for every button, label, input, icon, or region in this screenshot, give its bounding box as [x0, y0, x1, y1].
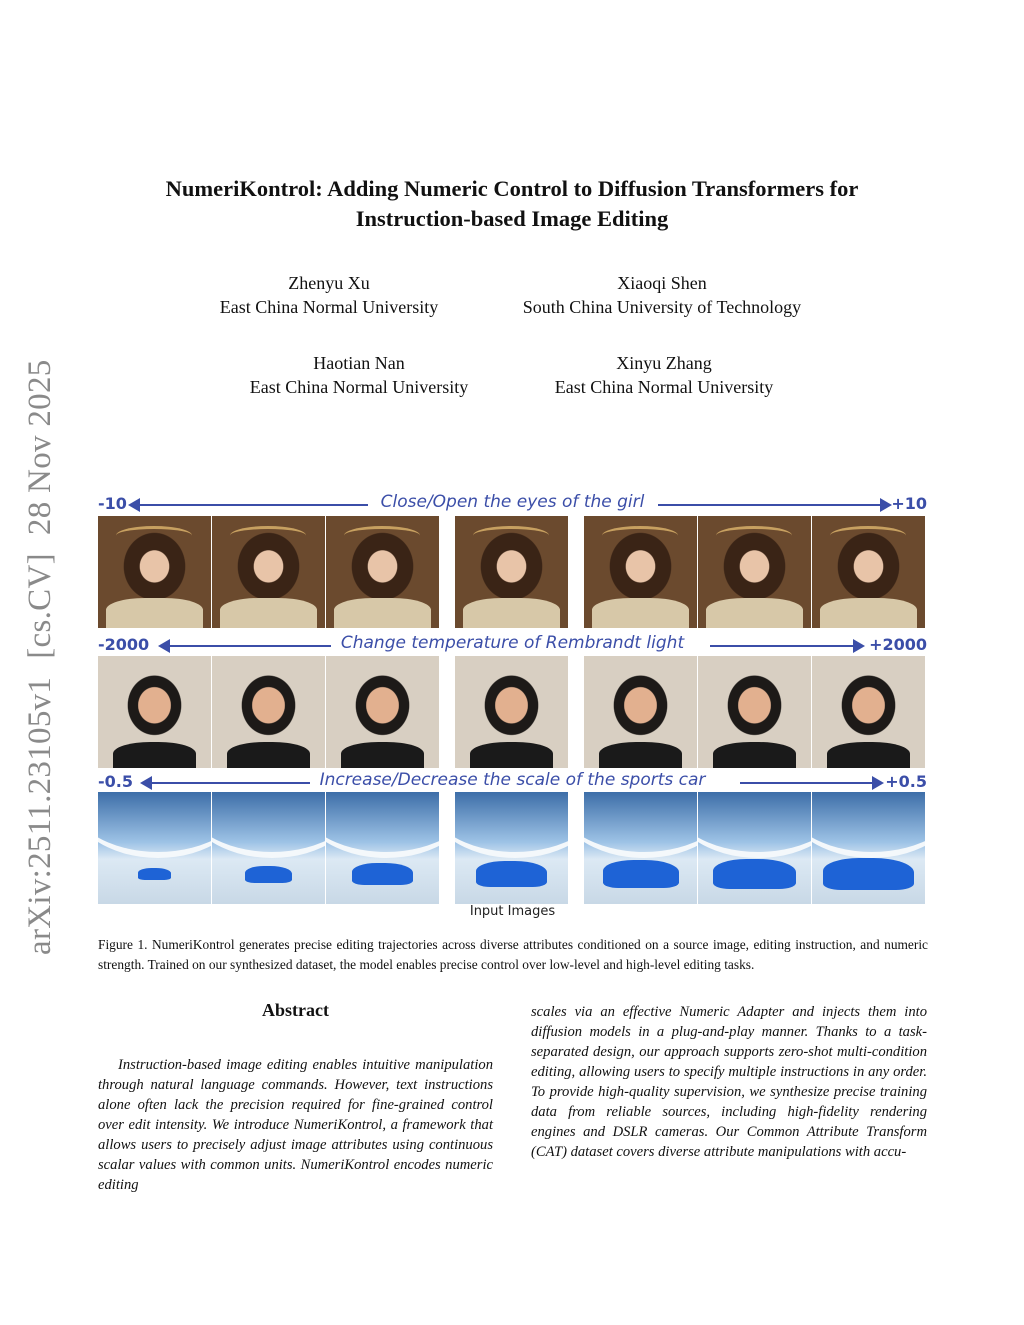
- edit-instruction-text: Change temperature of Rembrandt light: [331, 633, 694, 653]
- edit-instruction-text: Close/Open the eyes of the girl: [371, 492, 655, 512]
- title-line-2: Instruction-based Image Editing: [355, 206, 669, 231]
- edited-image-girl: [98, 516, 211, 628]
- edited-image-man: [812, 656, 925, 768]
- sports-car: [352, 863, 414, 885]
- arxiv-date: 28 Nov 2025: [22, 359, 58, 536]
- edited-image-car: [812, 792, 925, 904]
- trajectory-label-row: [98, 770, 927, 794]
- figure-1: [98, 490, 927, 920]
- author-block: [500, 271, 824, 319]
- author-affiliation: South China University of Technology: [522, 297, 802, 317]
- edited-image-girl: [326, 516, 439, 628]
- edit-instruction: [98, 633, 927, 653]
- edited-image-man: [326, 656, 439, 768]
- edit-instruction-text: Increase/Decrease the scale of the sports car: [310, 770, 716, 790]
- sports-car: [603, 860, 679, 887]
- author-name: Xinyu Zhang: [616, 353, 712, 373]
- edited-image-man: [212, 656, 325, 768]
- min-strength-label: -0.5: [98, 772, 133, 791]
- edit-instruction: [98, 770, 927, 790]
- sports-car: [823, 858, 913, 890]
- trajectory-label-row: [98, 492, 927, 516]
- min-strength-label: -10: [98, 494, 127, 513]
- edited-image-car: [326, 792, 439, 904]
- edited-image-car: [584, 792, 697, 904]
- edited-image-girl: [698, 516, 811, 628]
- author-affiliation: East China Normal University: [554, 377, 774, 397]
- trajectory-label-row: [98, 633, 927, 657]
- abstract-heading: Abstract: [262, 1000, 329, 1020]
- max-strength-label: +0.5: [885, 772, 927, 791]
- edited-image-girl: [812, 516, 925, 628]
- author-affiliation: East China Normal University: [249, 377, 469, 397]
- sports-car: [138, 868, 171, 880]
- edited-image-man: [584, 656, 697, 768]
- author-name: Xiaoqi Shen: [617, 273, 707, 293]
- input-images-caption: Input Images: [469, 904, 556, 919]
- input-image-man: [455, 656, 568, 768]
- author-block: [230, 351, 488, 399]
- edited-image-girl: [212, 516, 325, 628]
- abstract-text-left: Instruction-based image editing enables intuitive manipulation through natural language commands. However, text instructions alone often lack the precision required for fine-grained control over edit intensity. We introduce NumeriKontrol, a framework that allows users to precisely adjust image attributes using continuous scalar values with common units. NumeriKontrol encodes numeric editing: [98, 1057, 493, 1193]
- edited-image-girl: [584, 516, 697, 628]
- author-affiliation: East China Normal University: [219, 297, 439, 317]
- figure-caption: Figure 1. NumeriKontrol generates precise editing trajectories across diverse attributes conditioned on a source image, editing instruction, and numeric strength. Trained on our synthesized dataset, the model enables precise control over low-level and high-level editing tasks.: [98, 937, 928, 972]
- input-image-girl: [455, 516, 568, 628]
- author-block: [200, 271, 458, 319]
- sports-car: [476, 861, 547, 887]
- sports-car: [245, 866, 293, 883]
- max-strength-label: +2000: [869, 635, 927, 654]
- arxiv-id: arXiv:2511.23105v1: [22, 676, 58, 955]
- input-image-car: [455, 792, 568, 904]
- title-line-1: NumeriKontrol: Adding Numeric Control to Diffusion Transformers for: [165, 176, 859, 201]
- arxiv-category: [cs.CV]: [22, 553, 58, 659]
- min-strength-label: -2000: [98, 635, 150, 654]
- edited-image-car: [212, 792, 325, 904]
- arxiv-stamp: [22, 355, 59, 955]
- edited-image-man: [698, 656, 811, 768]
- author-name: Zhenyu Xu: [288, 273, 370, 293]
- paper-title: [0, 174, 1024, 234]
- sports-car: [713, 859, 797, 889]
- edited-image-car: [98, 792, 211, 904]
- abstract-text-right: scales via an effective Numeric Adapter and injects them into diffusion models in a plug-and-play manner. Thanks to a task-separated design, our approach supports zero-shot multi-condition editing, allowing users to specify multiple instructions in any order. To provide high-quality supervision, we synthesize precise training data from reliable sources, including high-fidelity rendering engines and DSLR cameras. Our Common Attribute Transform (CAT) dataset covers diverse attribute manipulations with accu-: [531, 1004, 927, 1160]
- edited-image-man: [98, 656, 211, 768]
- author-name: Haotian Nan: [313, 353, 405, 373]
- edited-image-car: [698, 792, 811, 904]
- edit-instruction: [98, 492, 927, 512]
- author-block: [536, 351, 792, 399]
- max-strength-label: +10: [891, 494, 927, 513]
